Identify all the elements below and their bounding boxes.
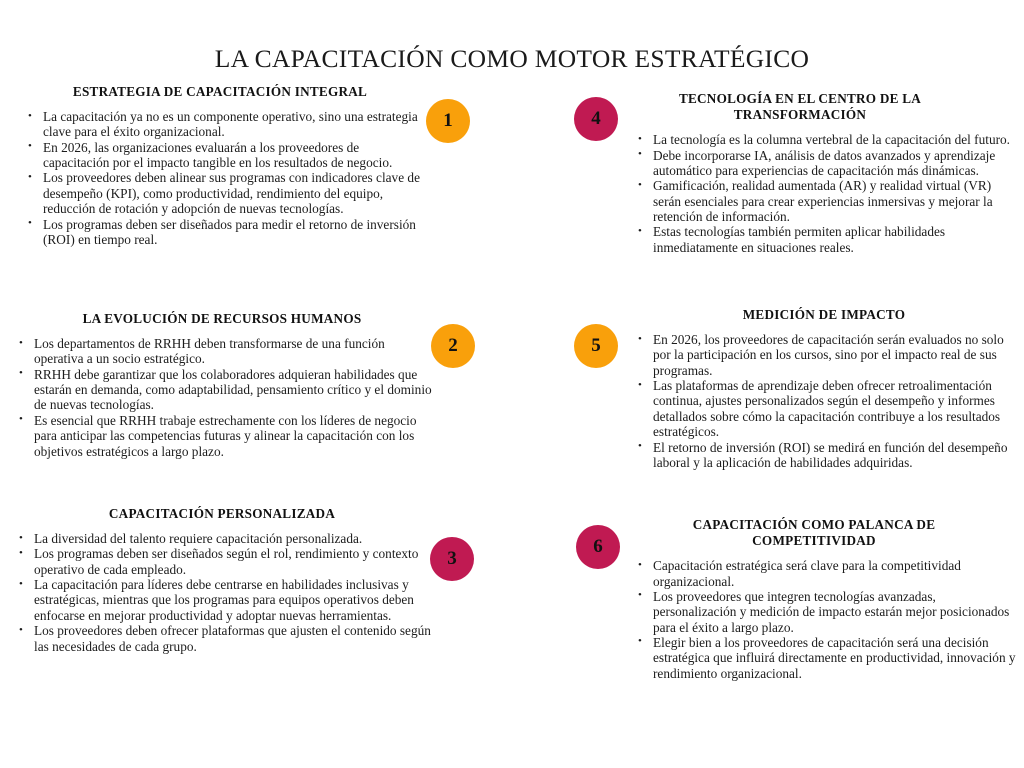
step-badge-4 <box>574 97 618 141</box>
section-5-bullet-list <box>628 332 1020 470</box>
list-item: • Los proveedores deben ofrecer plataformas que ajusten el contenido según las necesidades de cada grupo. <box>17 623 432 654</box>
list-item: • Debe incorporarse IA, análisis de datos avanzados y aprendizaje automático para experiencias de capacitación más dinámicas. <box>636 148 1020 179</box>
section-1 <box>14 84 426 247</box>
list-item: • La capacitación para líderes debe centrarse en habilidades inclusivas y estratégicas, mientras que los programas para equipos operativos deben enfocarse en mejorar productividad y adoptar nuevas herramientas. <box>17 577 432 623</box>
section-6 <box>628 517 1020 681</box>
section-2-heading: LA EVOLUCIÓN DE RECURSOS HUMANOS <box>82 311 362 326</box>
page-title: LA CAPACITACIÓN COMO MOTOR ESTRATÉGICO <box>214 44 810 74</box>
section-6-bullet-list <box>628 558 1020 681</box>
section-4-bullet-list <box>628 132 1020 255</box>
list-item: • Capacitación estratégica será clave para la competitividad organizacional. <box>636 558 1020 589</box>
section-4 <box>628 91 1020 255</box>
section-6-heading: CAPACITACIÓN COMO PALANCA DE COMPETITIVIDAD <box>692 517 936 549</box>
step-badge-1-number: 1 <box>443 110 453 131</box>
list-item: • Gamificación, realidad aumentada (AR) y realidad virtual (VR) serán esenciales para crear experiencias inmersivas y mejorar la retención de información. <box>636 178 1020 224</box>
list-item: • La diversidad del talento requiere capacitación personalizada. <box>17 531 432 546</box>
list-item: • Las plataformas de aprendizaje deben ofrecer retroalimentación continua, ajustes personalizados según el desempeño y informes detallados sobre cómo la capacitación contribuye a los resultados estratégicos. <box>636 378 1020 439</box>
list-item: • En 2026, los proveedores de capacitación serán evaluados no solo por la participación en los cursos, sino por el impacto real de sus programas. <box>636 332 1020 378</box>
list-item: • Es esencial que RRHH trabaje estrechamente con los líderes de negocio para anticipar las competencias futuras y alinear la capacitación con los objetivos estratégicos a largo plazo. <box>17 413 432 459</box>
section-5-heading: MEDICIÓN DE IMPACTO <box>742 307 906 322</box>
list-item: • Los proveedores que integren tecnologías avanzadas, personalización y medición de impacto estarán mejor posicionados para el éxito a largo plazo. <box>636 589 1020 635</box>
list-item: • Los departamentos de RRHH deben transformarse de una función operativa a un socio estratégico. <box>17 336 432 367</box>
list-item: • Elegir bien a los proveedores de capacitación será una decisión estratégica que influirá directamente en productividad, innovación y rendimiento organizacional. <box>636 635 1020 681</box>
section-5 <box>628 307 1020 470</box>
step-badge-3 <box>430 537 474 581</box>
section-1-heading: ESTRATEGIA DE CAPACITACIÓN INTEGRAL <box>72 84 368 99</box>
section-4-heading: TECNOLOGÍA EN EL CENTRO DE LA TRANSFORMACIÓN <box>678 91 922 123</box>
step-badge-5-number: 5 <box>591 335 601 356</box>
list-item: • Los programas deben ser diseñados para medir el retorno de inversión (ROI) en tiempo real. <box>26 217 426 248</box>
section-3-heading: CAPACITACIÓN PERSONALIZADA <box>108 506 336 521</box>
step-badge-2 <box>431 324 475 368</box>
step-badge-2-number: 2 <box>448 335 458 356</box>
section-2-bullet-list <box>8 336 432 459</box>
list-item: • El retorno de inversión (ROI) se medirá en función del desempeño laboral y la aplicación de habilidades adquiridas. <box>636 440 1020 471</box>
list-item: • Los proveedores deben alinear sus programas con indicadores clave de desempeño (KPI), como productividad, rendimiento del equipo, reducción de rotación y adopción de nuevas tecnologías. <box>26 170 426 216</box>
section-1-bullet-list <box>14 109 426 247</box>
step-badge-3-number: 3 <box>447 548 457 569</box>
list-item: • La capacitación ya no es un componente operativo, sino una estrategia clave para el éxito organizacional. <box>26 109 426 140</box>
step-badge-4-number: 4 <box>591 108 601 129</box>
list-item: • Estas tecnologías también permiten aplicar habilidades inmediatamente en situaciones reales. <box>636 224 1020 255</box>
list-item: • La tecnología es la columna vertebral de la capacitación del futuro. <box>636 132 1020 147</box>
section-3-bullet-list <box>8 531 432 654</box>
list-item: • En 2026, las organizaciones evaluarán a los proveedores de capacitación por el impacto tangible en los resultados de negocio. <box>26 140 426 171</box>
step-badge-1 <box>426 99 470 143</box>
section-3 <box>8 506 432 654</box>
list-item: • Los programas deben ser diseñados según el rol, rendimiento y contexto operativo de cada empleado. <box>17 546 432 577</box>
section-2 <box>8 311 432 459</box>
list-item: • RRHH debe garantizar que los colaboradores adquieran habilidades que estarán en demanda, como adaptabilidad, pensamiento crítico y el dominio de nuevas tecnologías. <box>17 367 432 413</box>
step-badge-6 <box>576 525 620 569</box>
step-badge-6-number: 6 <box>593 536 603 557</box>
step-badge-5 <box>574 324 618 368</box>
